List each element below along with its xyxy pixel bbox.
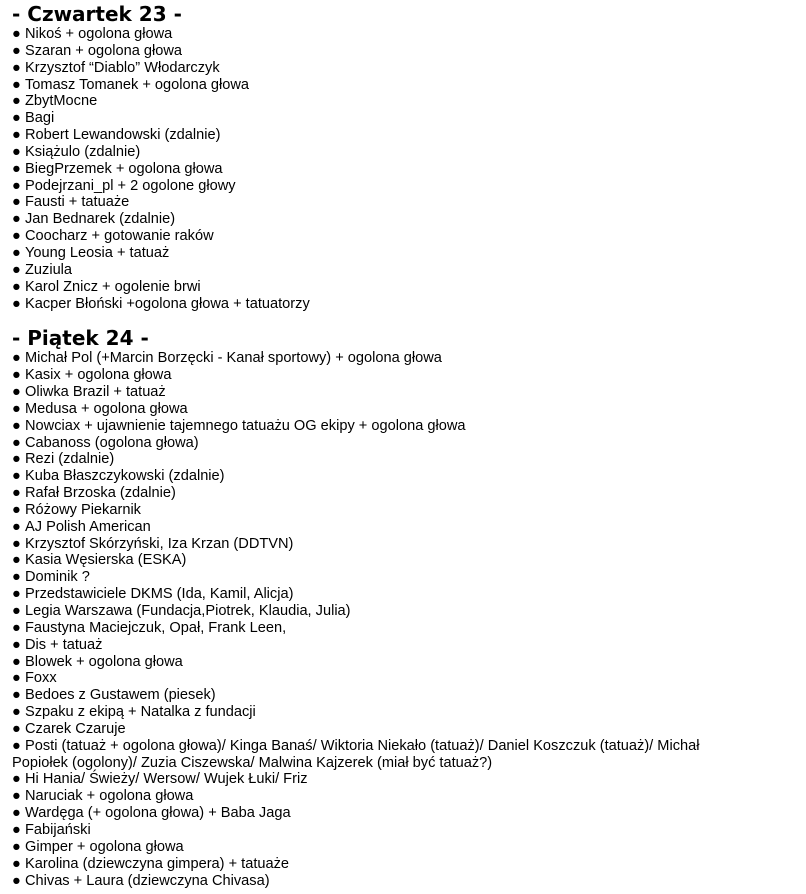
list-item xyxy=(12,771,712,788)
list-item-text: Zuziula xyxy=(25,261,73,278)
list-item-text: Krzysztof Skórzyński, Iza Krzan (DDTVN) xyxy=(25,535,294,552)
list-item xyxy=(12,350,712,367)
section-heading-friday: - Piątek 24 - xyxy=(12,326,149,351)
list-item xyxy=(12,367,712,384)
bullet-icon: ● xyxy=(12,367,21,384)
list-item xyxy=(12,569,712,586)
bullet-icon: ● xyxy=(12,261,21,278)
list-item-text: Medusa + ogolona głowa xyxy=(25,400,188,417)
list-item xyxy=(12,788,712,805)
bullet-icon: ● xyxy=(12,619,21,636)
bullet-icon: ● xyxy=(12,127,21,144)
section-spacer xyxy=(12,312,806,326)
list-item-text: Michał Pol (+Marcin Borzęcki - Kanał sportowy) + ogolona głowa xyxy=(25,350,442,367)
list-item-text: Blowek + ogolona głowa xyxy=(25,653,183,670)
list-item-text: Krzysztof “Diablo” Włodarczyk xyxy=(25,59,220,76)
bullet-icon: ● xyxy=(12,838,21,855)
bullet-icon: ● xyxy=(12,821,21,838)
bullet-icon: ● xyxy=(12,653,21,670)
bullet-icon: ● xyxy=(12,384,21,401)
bullet-icon: ● xyxy=(12,872,21,889)
list-item-text: Fabijański xyxy=(25,821,91,838)
list-item xyxy=(12,873,712,890)
bullet-icon: ● xyxy=(12,451,21,468)
list-item xyxy=(12,586,712,603)
list-item xyxy=(12,228,712,245)
list-item-text: Kacper Błoński +ogolona głowa + tatuatorzy xyxy=(25,295,310,312)
list-item-text: Foxx xyxy=(25,670,57,687)
bullet-icon: ● xyxy=(12,485,21,502)
list-item-text: Rafał Brzoska (zdalnie) xyxy=(25,485,176,502)
list-item-text: Legia Warszawa (Fundacja,Piotrek, Klaudia, Julia) xyxy=(25,603,351,619)
list-item-text: Tomasz Tomanek + ogolona głowa xyxy=(25,76,250,93)
list-item-text: Cabanoss (ogolona głowa) xyxy=(25,434,199,451)
list-item-text: Podejrzani_pl + 2 ogolone głowy xyxy=(25,177,236,194)
bullet-icon: ● xyxy=(12,295,21,312)
bullet-icon: ● xyxy=(12,76,21,93)
list-item xyxy=(12,211,712,228)
bullet-icon: ● xyxy=(12,720,21,737)
list-item xyxy=(12,654,712,671)
bullet-icon: ● xyxy=(12,687,21,704)
list-item xyxy=(12,161,712,178)
list-item-text: Przedstawiciele DKMS (Ida, Kamil, Alicja) xyxy=(25,586,294,603)
bullet-icon: ● xyxy=(12,110,21,127)
list-item-text: Dis + tatuaż xyxy=(25,636,103,653)
list-item-text: Kasia Węsierska (ESKA) xyxy=(25,552,187,569)
list-item-text: AJ Polish American xyxy=(25,518,151,535)
list-item-text: Szpaku z ekipą + Natalka z fundacji xyxy=(25,704,256,721)
list-item xyxy=(12,451,712,468)
list-item-text: Nikoś + ogolona głowa xyxy=(25,26,173,42)
list-item-text: Posti (tatuaż + ogolona głowa)/ Kinga Banaś/ Wiktoria Niekało (tatuaż)/ Daniel Koszczuk (tatuaż)/ Michał Popiołek (ogolony)/ Zuzia Ciszewska/ Malwina Kajzerek (miał być tatuaż?) xyxy=(12,737,704,771)
list-item-text: Kasix + ogolona głowa xyxy=(25,367,172,384)
list-item xyxy=(12,552,712,569)
bullet-icon: ● xyxy=(12,434,21,451)
list-item xyxy=(12,738,712,772)
list-item xyxy=(12,856,712,873)
list-item-text: Hi Hania/ Świeży/ Wersow/ Wujek Łuki/ Friz xyxy=(25,771,308,788)
section-heading-thursday: - Czwartek 23 - xyxy=(12,2,182,26)
list-item-text: Naruciak + ogolona głowa xyxy=(25,788,194,805)
list-item-text: Wardęga (+ ogolona głowa) + Baba Jaga xyxy=(25,805,291,822)
list-item xyxy=(12,418,712,435)
list-item xyxy=(12,536,712,553)
list-item-text: Faustyna Maciejczuk, Opał, Frank Leen, xyxy=(25,619,287,636)
bullet-icon: ● xyxy=(12,42,21,59)
list-item xyxy=(12,603,712,620)
list-item-text: Chivas + Laura (dziewczyna Chivasa) xyxy=(25,872,270,889)
list-item-text: Kuba Błaszczykowski (zdalnie) xyxy=(25,468,225,485)
list-item xyxy=(12,435,712,452)
bullet-icon: ● xyxy=(12,93,21,110)
bullet-icon: ● xyxy=(12,160,21,177)
list-item xyxy=(12,144,712,161)
bullet-icon: ● xyxy=(12,143,21,160)
list-item xyxy=(12,687,712,704)
list-item xyxy=(12,178,712,195)
list-item xyxy=(12,519,712,536)
bullet-icon: ● xyxy=(12,278,21,295)
list-item-text: Książulo (zdalnie) xyxy=(25,143,141,160)
list-item-text: Bedoes z Gustawem (piesek) xyxy=(25,687,216,704)
list-item-text: Coocharz + gotowanie raków xyxy=(25,228,214,245)
list-item xyxy=(12,485,712,502)
list-item xyxy=(12,620,712,637)
guest-list-thursday xyxy=(12,26,806,312)
bullet-icon: ● xyxy=(12,417,21,434)
list-item-text: Różowy Piekarnik xyxy=(25,501,141,518)
bullet-icon: ● xyxy=(12,569,21,586)
list-item xyxy=(12,637,712,654)
list-item-text: Karol Znicz + ogolenie brwi xyxy=(25,278,201,295)
list-item-text: Gimper + ogolona głowa xyxy=(25,838,184,855)
list-item-text: Robert Lewandowski (zdalnie) xyxy=(25,127,221,144)
list-item-text: Jan Bednarek (zdalnie) xyxy=(25,211,176,228)
list-item-text: Rezi (zdalnie) xyxy=(25,451,115,468)
list-item-text: Czarek Czaruje xyxy=(25,720,126,737)
bullet-icon: ● xyxy=(12,468,21,485)
list-item xyxy=(12,670,712,687)
bullet-icon: ● xyxy=(12,552,21,569)
list-item-text: ZbytMocne xyxy=(25,93,98,110)
bullet-icon: ● xyxy=(12,535,21,552)
list-item xyxy=(12,93,712,110)
bullet-icon: ● xyxy=(12,501,21,518)
list-item-text: Nowciax + ujawnienie tajemnego tatuażu OG ekipy + ogolona głowa xyxy=(25,417,466,434)
guest-list-friday xyxy=(12,350,806,889)
bullet-icon: ● xyxy=(12,603,21,619)
bullet-icon: ● xyxy=(12,670,21,687)
list-item xyxy=(12,468,712,485)
bullet-icon: ● xyxy=(12,586,21,603)
list-item xyxy=(12,77,712,94)
bullet-icon: ● xyxy=(12,211,21,228)
list-item xyxy=(12,110,712,127)
bullet-icon: ● xyxy=(12,59,21,76)
list-item xyxy=(12,839,712,856)
bullet-icon: ● xyxy=(12,244,21,261)
bullet-icon: ● xyxy=(12,737,21,754)
list-item xyxy=(12,401,712,418)
bullet-icon: ● xyxy=(12,400,21,417)
bullet-icon: ● xyxy=(12,228,21,245)
list-item-text: Karolina (dziewczyna gimpera) + tatuaże xyxy=(25,855,290,872)
bullet-icon: ● xyxy=(12,518,21,535)
bullet-icon: ● xyxy=(12,636,21,653)
list-item xyxy=(12,805,712,822)
list-item xyxy=(12,26,712,43)
bullet-icon: ● xyxy=(12,704,21,721)
list-item xyxy=(12,279,712,296)
bullet-icon: ● xyxy=(12,855,21,872)
bullet-icon: ● xyxy=(12,350,21,367)
list-item-text: Dominik ? xyxy=(25,569,90,586)
list-item xyxy=(12,43,712,60)
bullet-icon: ● xyxy=(12,788,21,805)
list-item-text: Szaran + ogolona głowa xyxy=(25,42,182,59)
list-item xyxy=(12,296,712,313)
list-item xyxy=(12,262,712,279)
list-item-text: Young Leosia + tatuaż xyxy=(25,244,170,261)
list-item xyxy=(12,60,712,77)
list-item-text: Bagi xyxy=(25,110,55,127)
bullet-icon: ● xyxy=(12,805,21,822)
bullet-icon: ● xyxy=(12,26,21,42)
list-item-text: Oliwka Brazil + tatuaż xyxy=(25,384,166,401)
list-item xyxy=(12,245,712,262)
bullet-icon: ● xyxy=(12,194,21,211)
list-item-text: BiegPrzemek + ogolona głowa xyxy=(25,160,223,177)
list-item xyxy=(12,384,712,401)
list-item xyxy=(12,822,712,839)
list-item xyxy=(12,704,712,721)
list-item xyxy=(12,721,712,738)
list-item xyxy=(12,502,712,519)
list-item xyxy=(12,194,712,211)
bullet-icon: ● xyxy=(12,177,21,194)
bullet-icon: ● xyxy=(12,771,21,788)
list-item xyxy=(12,127,712,144)
list-item-text: Fausti + tatuaże xyxy=(25,194,130,211)
